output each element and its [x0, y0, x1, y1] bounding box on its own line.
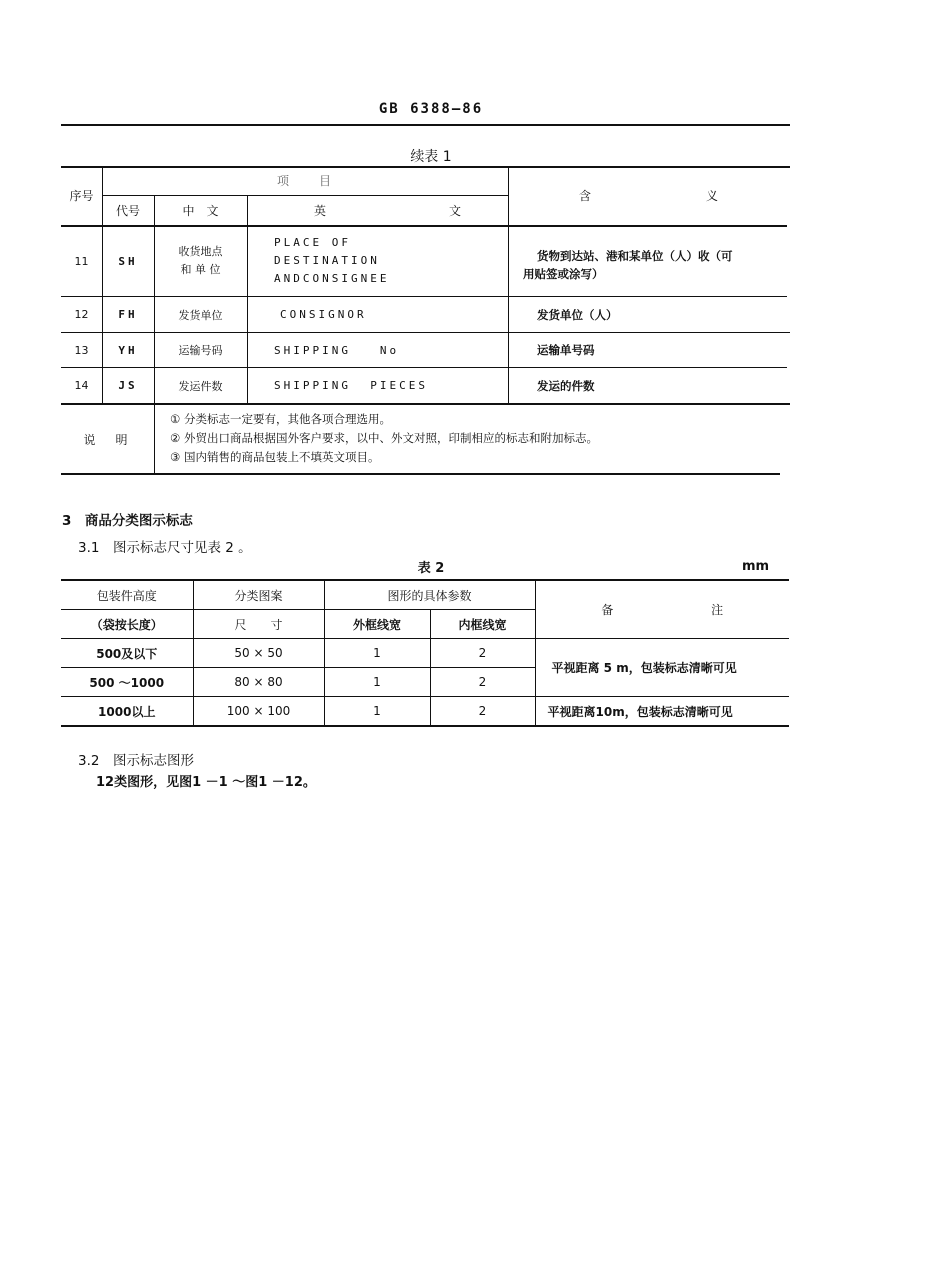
t1-note-1: ① 分类标志一定要有，其他各项合理选用。	[170, 412, 391, 426]
t2-row1-outer: 1	[324, 639, 430, 668]
t2-row3-remark: 平视距离10m，包装标志清晰可见	[535, 697, 789, 727]
header-rule	[61, 124, 790, 126]
t2-header-pattern: 分类图案	[193, 580, 324, 610]
t2-row2-outer: 1	[324, 668, 430, 697]
t1-row12-cn: 发货单位	[178, 308, 223, 322]
t1-row11-en-line3: ANDCONSIGNEE	[274, 272, 390, 285]
t1-note-2: ② 外贸出口商品根据国外客户要求，以中、外文对照，印制相应的标志和附加标志。	[170, 431, 598, 445]
t1-header-seq: 序号	[69, 189, 94, 203]
t1-header-meaning-2: 义	[705, 189, 718, 203]
t2-remark-merged: 平视距离 5 m，包装标志清晰可见	[535, 639, 789, 697]
t1-row11-cn	[154, 243, 247, 279]
t1-row11-en-line1: PLACE OF	[274, 236, 351, 249]
t1-header-chinese: 中 文	[182, 203, 219, 218]
t1-row11-seq: 11	[74, 255, 89, 268]
table2-unit: mm	[742, 559, 770, 574]
t2-row3-inner: 2	[430, 697, 535, 727]
t1-row13-meaning: 运输单号码	[537, 343, 595, 357]
t1-row11-cn-line1: 收货地点	[178, 245, 223, 258]
t1-header-item: 项 目	[276, 174, 333, 188]
standard-code: GB 6388—86	[378, 101, 484, 117]
t1-row11-en-line2: DESTINATION	[274, 254, 380, 267]
t2-row1-height: 500及以下	[61, 639, 193, 668]
t2-header-outer: 外框线宽	[324, 610, 430, 639]
t2-row1-size: 50 × 50	[193, 639, 324, 668]
t1-notes	[170, 410, 598, 467]
section31-text: 3.1 图示标志尺寸见表 2 。	[78, 540, 252, 556]
t2-row2-size: 80 × 80	[193, 668, 324, 697]
t1-notes-label: 说 明	[83, 432, 132, 447]
t1-row13-cn: 运输号码	[178, 344, 223, 357]
t1-row11-meaning-line2: 用贴签或涂写）	[523, 267, 604, 281]
t2-header-remark	[535, 580, 789, 639]
section32-text: 12类图形，见图1 －1 ～图1 －12。	[96, 775, 316, 790]
t1-row14-code: JS	[118, 379, 138, 392]
t1-row12-en: CONSIGNOR	[280, 308, 367, 321]
t2-row3-outer: 1	[324, 697, 430, 727]
t1-row12-seq: 12	[74, 308, 89, 321]
t2-header-height: 包装件高度	[61, 580, 193, 610]
t1-row13-en: SHIPPING No	[274, 343, 400, 357]
t1-header-english-2: 文	[448, 203, 461, 218]
table1-caption: 续表 1	[410, 149, 452, 165]
t1-row13-code: YH	[118, 343, 138, 357]
t1-row11-cn-line2: 和 单 位	[180, 263, 221, 276]
t2-header-pattern2: 尺 寸	[193, 610, 324, 639]
t2-row1-inner: 2	[430, 639, 535, 668]
section3-title: 3 商品分类图示标志	[62, 513, 193, 529]
t1-row12-meaning: 发货单位（人）	[537, 307, 618, 322]
t1-header-code: 代号	[115, 203, 140, 218]
t2-row2-height: 500 ～1000	[61, 668, 193, 697]
t1-row14-cn: 发运件数	[178, 379, 223, 393]
t2-header-params: 图形的具体参数	[324, 580, 535, 610]
t1-header-meaning-1: 含	[578, 189, 591, 203]
t1-row12-code: FH	[118, 308, 138, 321]
t2-header-remark-1: 备	[601, 603, 614, 617]
t2-row2-inner: 2	[430, 668, 535, 697]
t1-row11-code: SH	[118, 255, 138, 268]
t1-row11-meaning-line1: 货物到达站、港和某单位（人）收（可	[537, 249, 733, 263]
t1-row14-seq: 14	[74, 379, 89, 392]
section32-title: 3.2 图示标志图形	[78, 753, 194, 769]
t1-header-english-1: 英	[313, 203, 326, 218]
t2-row3-height: 1000以上	[61, 697, 193, 727]
t1-row14-en: SHIPPING PIECES	[274, 379, 428, 392]
t1-row14-meaning: 发运的件数	[537, 378, 595, 393]
t1-row11-en	[274, 234, 389, 288]
t2-header-remark-2: 注	[711, 603, 724, 617]
t2-row3-size: 100 × 100	[193, 697, 324, 727]
t2-header-inner: 内框线宽	[430, 610, 535, 639]
table2-caption: 表 2	[417, 561, 445, 576]
t1-row13-seq: 13	[74, 343, 89, 357]
t1-row11-meaning	[523, 247, 733, 283]
t1-note-3: ③ 国内销售的商品包装上不填英文项目。	[170, 450, 380, 464]
t2-header-height2: （袋按长度）	[61, 610, 193, 639]
table2	[61, 579, 789, 727]
